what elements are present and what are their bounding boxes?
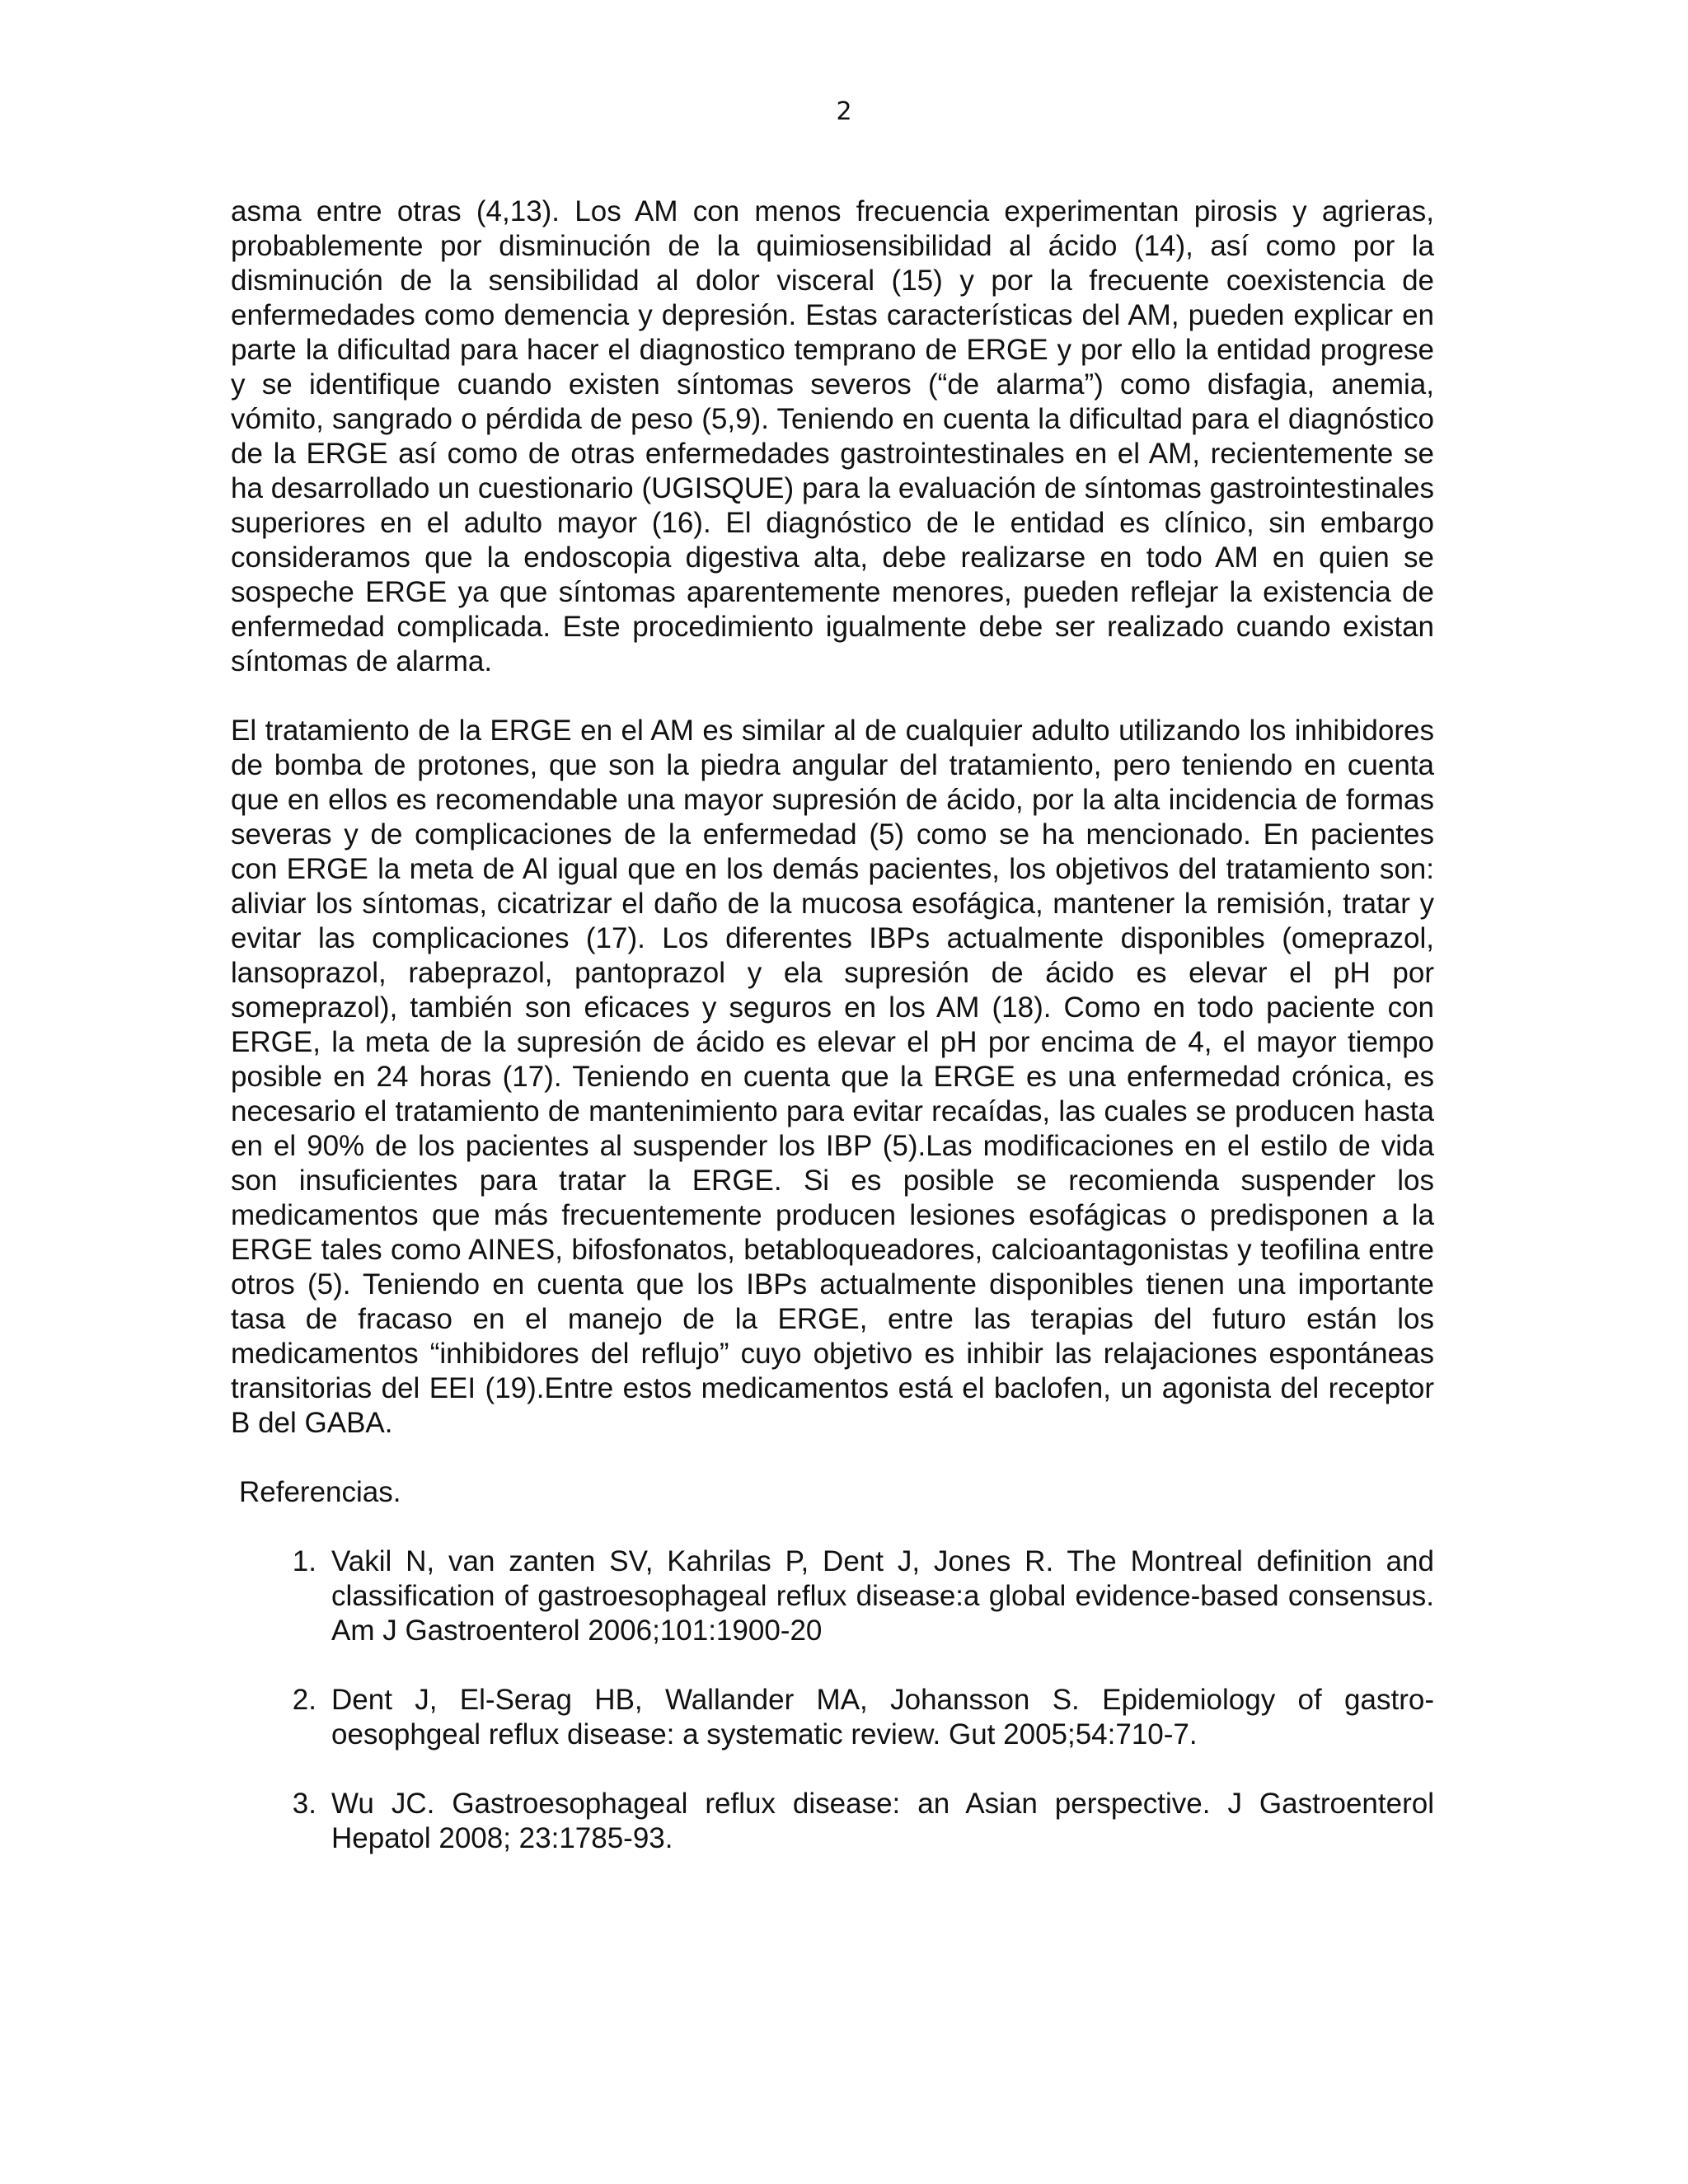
reference-text: Dent J, El-Serag HB, Wallander MA, Johansson S. Epidemiology of gastro-oesophgeal reflux disease: a systematic review. Gut 2005;54:710-7.	[331, 1684, 1434, 1750]
reference-item	[231, 1683, 1434, 1752]
references-heading: Referencias.	[239, 1476, 401, 1508]
reference-item	[231, 1544, 1434, 1648]
page-number: 2	[836, 97, 852, 126]
reference-number: 1.	[292, 1545, 316, 1577]
body-paragraph-2: El tratamiento de la ERGE en el AM es similar al de cualquier adulto utilizando los inhibidores de bomba de protones, que son la piedra angular del tratamiento, pero teniendo en cuenta que en ellos es recomendable una mayor supresión de ácido, por la alta incidencia de formas severas y de complicaciones de la enfermedad (5) como se ha mencionado. En pacientes con ERGE la meta de Al igual que en los demás pacientes, los objetivos del tratamiento son: aliviar los síntomas, cicatrizar el daño de la mucosa esofágica, mantener la remisión, tratar y evitar las complicaciones (17). Los diferentes IBPs actualmente disponibles (omeprazol, lansoprazol, rabeprazol, pantoprazol y ela supresión de ácido es elevar el pH por someprazol), también son eficaces y seguros en los AM (18). Como en todo paciente con ERGE, la meta de la supresión de ácido es elevar el pH por encima de 4, el mayor tiempo posible en 24 horas (17). Teniendo en cuenta que la ERGE es una enfermedad crónica, es necesario el tratamiento de mantenimiento para evitar recaídas, las cuales se producen hasta en el 90% de los pacientes al suspender los IBP (5).Las modificaciones en el estilo de vida son insuficientes para tratar la ERGE. Si es posible se recomienda suspender los medicamentos que más frecuentemente producen lesiones esofágicas o predisponen a la ERGE tales como AINES, bifosfonatos, betabloqueadores, calcioantagonistas y teofilina entre otros (5). Teniendo en cuenta que los IBPs actualmente disponibles tienen una importante tasa de fracaso en el manejo de la ERGE, entre las terapias del futuro están los medicamentos “inhibidores del reflujo” cuyo objetivo es inhibir las relajaciones espontáneas transitorias del EEI (19).Entre estos medicamentos está el baclofen, un agonista del receptor B del GABA.	[231, 715, 1434, 1439]
reference-list	[231, 1544, 1434, 1856]
reference-number: 2.	[292, 1684, 316, 1716]
body-paragraph-1: asma entre otras (4,13). Los AM con menos frecuencia experimentan pirosis y agrieras, probablemente por disminución de la quimiosensibilidad al ácido (14), así como por la disminución de la sensibilidad al dolor visceral (15) y por la frecuente coexistencia de enfermedades como demencia y depresión. Estas características del AM, pueden explicar en parte la dificultad para hacer el diagnostico temprano de ERGE y por ello la entidad progrese y se identifique cuando existen síntomas severos (“de alarma”) como disfagia, anemia, vómito, sangrado o pérdida de peso (5,9). Teniendo en cuenta la dificultad para el diagnóstico de la ERGE así como de otras enfermedades gastrointestinales en el AM, recientemente se ha desarrollado un cuestionario (UGISQUE) para la evaluación de síntomas gastrointestinales superiores en el adulto mayor (16). El diagnóstico de le entidad es clínico, sin embargo consideramos que la endoscopia digestiva alta, debe realizarse en todo AM en quien se sospeche ERGE ya que síntomas aparentemente menores, pueden reflejar la existencia de enfermedad complicada. Este procedimiento igualmente debe ser realizado cuando existan síntomas de alarma.	[231, 195, 1434, 677]
document-body	[231, 194, 1434, 1891]
reference-item	[231, 1787, 1434, 1856]
reference-text: Wu JC. Gastroesophageal reflux disease: an Asian perspective. J Gastroenterol Hepatol 2008; 23:1785-93.	[331, 1788, 1434, 1854]
reference-text: Vakil N, van zanten SV, Kahrilas P, Dent J, Jones R. The Montreal definition and classification of gastroesophageal reflux disease:a global evidence-based consensus. Am J Gastroenterol 2006;101:1900-20	[331, 1545, 1434, 1647]
reference-number: 3.	[292, 1788, 316, 1820]
